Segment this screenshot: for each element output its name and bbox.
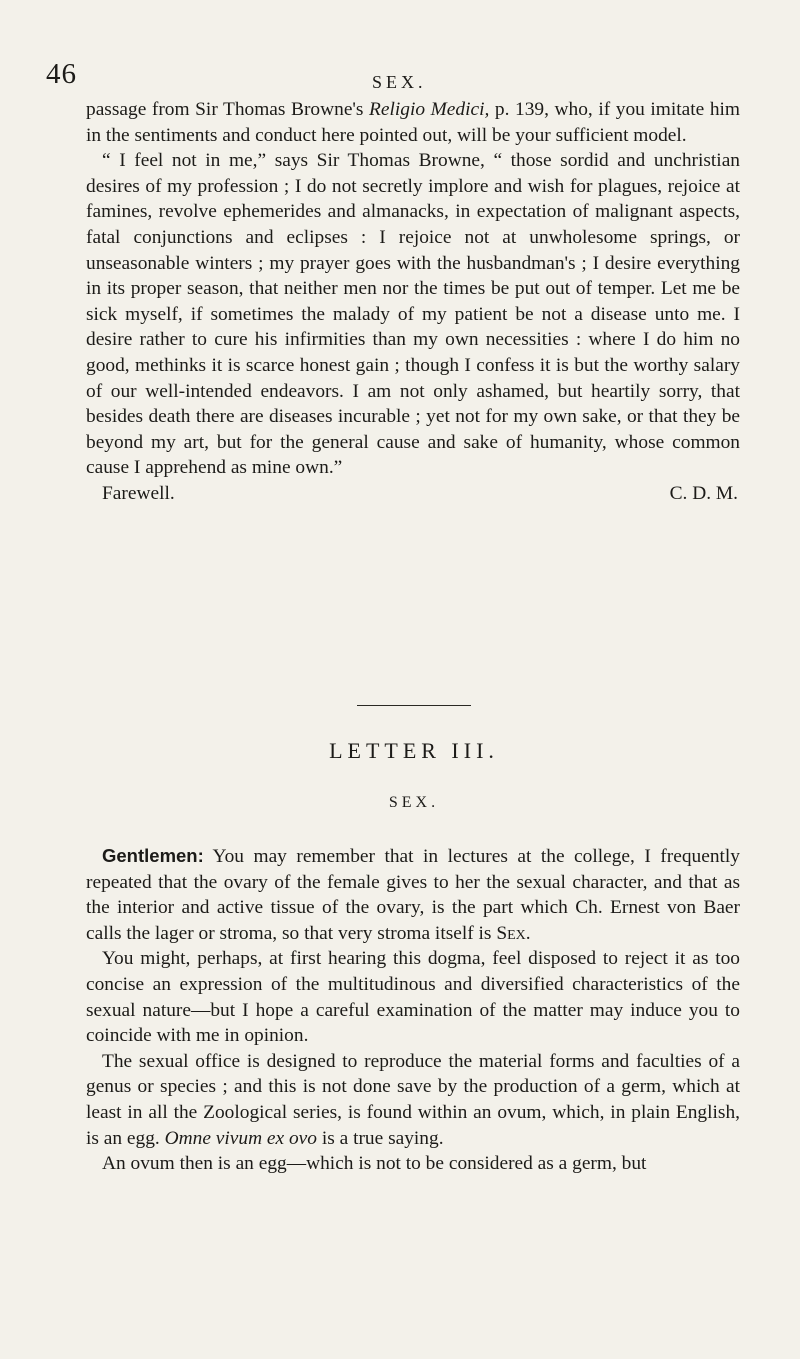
letter-subheading: SEX. xyxy=(388,794,440,811)
paragraph-text: The sexual office is designed to reproduce the material forms and faculties of a genus or species ; and this is not done save by the production of a germ, which at least in all the Zoological series, is found within an ovum, which, in plain English, is an egg. xyxy=(86,1050,740,1149)
paragraph-ovum: An ovum then is an egg—which is not to be considered as a germ, but xyxy=(102,1153,647,1175)
paragraph-text: p. 139, who, if you imitate him in the sentiments and conduct here pointed out, will be your sufficient model. xyxy=(86,99,740,146)
salutation: Gentlemen: xyxy=(102,845,204,866)
paragraph-dogma: You might, perhaps, at first hearing this dogma, feel disposed to reject it as too concise an expression of the multitudinous and diversified characteristics of the sexual nature—but I hope a careful examination of the matter may induce you to coincide with me in opinion. xyxy=(86,948,740,1047)
paragraph-text: You may remember that in lectures at the college, I frequently repeated that the ovary of the female gives to her the sexual character, and that as the interior and active tissue of the ovary, is the part which Ch. Ernest von Baer calls the lager or stroma, so that very stroma itself is xyxy=(86,846,740,944)
letter-three-text xyxy=(86,843,740,1177)
browne-quotation: “ I feel not in me,” says Sir Thomas Browne, “ those sordid and unchristian desires of my profession ; I do not secretly implore and wish for plagues, rejoice at famines, revolve ephemerides and almanacks, in expectation of malignant aspects, fatal conjunctions and eclipses : I rejoice not at unwholesome springs, or unseasonable winters ; my prayer goes with the husbandman's ; I desire everything in its proper season, that neither men nor the times be put out of temper. Let me be sick myself, if sometimes the malady of my patient be not a disease unto me. I desire rather to cure his infirmities than my own necessities : where I do him no good, methinks it is scarce honest gain ; though I confess it is but the worthy salary of our well-intended endeavors. I am not only ashamed, but heartily sorry, that besides death there are diseases incurable ; yet not for my own sake, or that they be beyond my art, but for the general cause and sake of humanity, whose common cause I apprehend as mine own.” xyxy=(86,150,740,479)
closing-line xyxy=(86,481,740,507)
paragraph-opening xyxy=(86,843,740,946)
continued-letter-text xyxy=(86,97,740,507)
paragraph-continuation xyxy=(86,97,740,148)
paragraph-text: is a true saying. xyxy=(317,1127,444,1149)
paragraph-sexual-office xyxy=(86,1049,740,1151)
emphasized-word-sex: Sex. xyxy=(496,922,531,944)
signature: C. D. M. xyxy=(669,482,738,504)
page-number: 46 xyxy=(46,58,77,90)
farewell-text: Farewell. xyxy=(102,482,175,504)
paragraph-text: passage from Sir Thomas Browne's xyxy=(86,99,370,120)
book-title-religio-medici: Religio Medici, xyxy=(369,99,490,120)
section-divider xyxy=(357,705,471,706)
running-head: SEX. xyxy=(372,72,427,92)
letter-heading: LETTER III. xyxy=(329,738,499,763)
latin-phrase: Omne vivum ex ovo xyxy=(164,1127,317,1149)
